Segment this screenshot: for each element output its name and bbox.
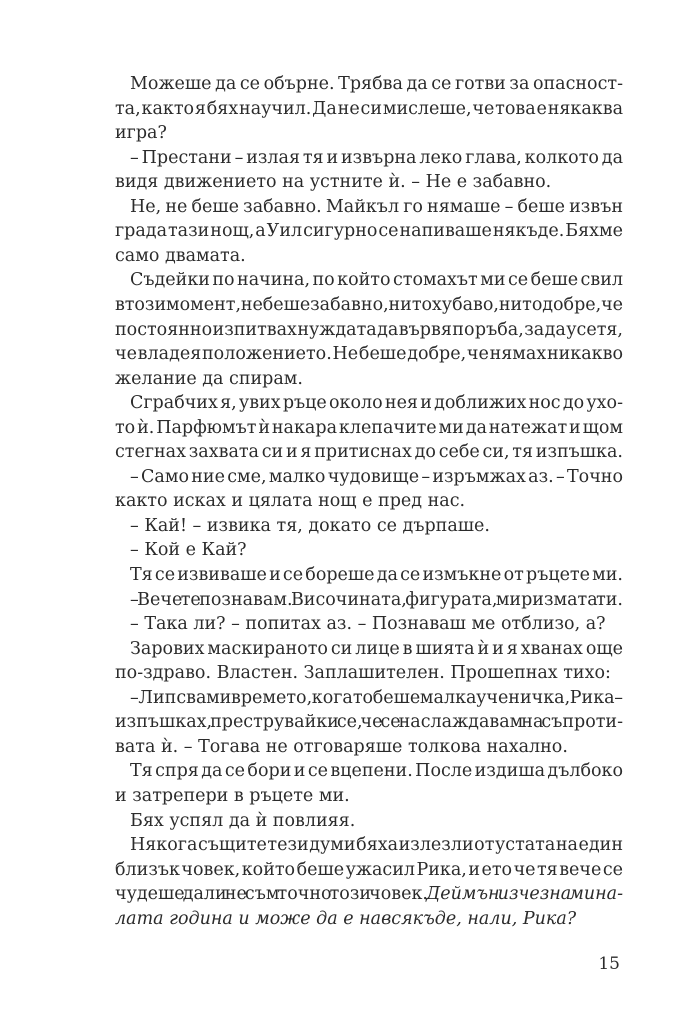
line-text: стегнах захвата си и я притиснах до себе си, тя изпъшка.: [115, 442, 623, 463]
line-text: чудеше дали не съм точно този човек.: [115, 884, 427, 905]
line-text: Съдейки по начина, по който стомахът ми се беше свил: [130, 270, 623, 291]
line-text: – Престани – излая тя и извърна леко глава, колкото да: [130, 147, 623, 168]
text-line: [115, 367, 303, 391]
line-text: изпъшках, преструвайки се, че се наслаждавам на съпроти-: [115, 712, 623, 733]
text-line: [130, 72, 623, 96]
line-text: града тази нощ, а Уил сигурно се напиваше някъде. Бяхме: [115, 221, 623, 242]
line-text: – Вече те познавам. Височината, фигурата, миризмата ти.: [130, 589, 623, 610]
line-text: Тя спря да се бори и се вцепени. После издиша дълбоко: [130, 761, 623, 782]
text-line: [130, 146, 623, 170]
line-text: Някога същите тези думи бяха излезли от устата на един: [130, 835, 623, 856]
text-line: [115, 318, 623, 342]
line-text: – Така ли? – попитах аз. – Познаваш ме отблизо, а?: [130, 614, 606, 635]
line-text: Сграбчих я, увих ръце около нея и доближих нос до ухо-: [130, 393, 623, 414]
text-line: [115, 170, 551, 194]
line-text: че владея положението. Не беше добре, че нямах никакво: [115, 344, 623, 365]
text-line: [130, 588, 623, 612]
text-line: [130, 809, 355, 833]
line-text: само двамата.: [115, 245, 246, 266]
text-line: [115, 858, 623, 882]
line-italic-text: лата година и може да е навсякъде, нали, Рика?: [115, 908, 577, 929]
line-text: видя движението на устните ѝ. – Не е забавно.: [115, 172, 552, 193]
line-text: и затрепери в ръцете ми.: [115, 785, 350, 806]
text-line: [115, 342, 623, 366]
text-line: [115, 219, 623, 243]
line-text: та, както я бях научил. Да не си мислеше, че това е някаква: [115, 98, 623, 119]
line-text: Бях успял да ѝ повлияя.: [130, 810, 356, 831]
line-text: игра?: [115, 123, 167, 144]
line-text: – Липсва ми времето, когато беше малка ученичка, Рика –: [130, 687, 623, 708]
text-line: [130, 391, 623, 415]
line-text: – Само ние сме, малко чудовище – изръмжах аз. – Точно: [130, 466, 623, 487]
text-line: [115, 97, 623, 121]
text-line: [115, 710, 623, 734]
line-text: вата ѝ. – Тогава не отговаряше толкова нахално.: [115, 736, 568, 757]
text-line: [130, 759, 623, 783]
line-text: желание да спирам.: [115, 368, 303, 389]
line-text: Можеше да се обърне. Трябва да се готви за опасност-: [130, 74, 623, 94]
text-line: [115, 489, 465, 513]
text-line: [115, 121, 167, 145]
line-text: Зарових маскираното си лице в шията ѝ и я хванах още: [130, 638, 623, 659]
text-line: [115, 293, 623, 317]
line-text: близък човек, който беше ужасил Рика, и ето че тя вече се: [115, 859, 623, 880]
line-text: – Кай! – извика тя, докато се дърпаше.: [130, 515, 490, 536]
text-line: [130, 268, 623, 292]
text-line: [130, 833, 623, 857]
line-text: Не, не беше забавно. Майкъл го нямаше – беше извън: [130, 196, 623, 217]
text-line: [115, 735, 568, 759]
text-line: [130, 563, 623, 587]
text-line: [115, 784, 350, 808]
text-line: [130, 514, 490, 538]
text-line: [115, 416, 623, 440]
line-text: Тя се извиваше и се бореше да се измъкне от ръцете ми.: [130, 565, 623, 585]
page-number: 15: [598, 954, 620, 974]
text-line: [130, 465, 623, 489]
text-line: [130, 195, 623, 219]
text-line: [130, 538, 247, 562]
line-text: постоянно изпитвах нуждата да вървя по ръба, за да усетя,: [115, 319, 623, 340]
line-text: в този момент, не беше забавно, нито хубаво, нито добре, че: [115, 294, 623, 315]
line-text: то ѝ. Парфюмът ѝ накара клепачите ми да натежат и щом: [115, 417, 623, 438]
text-line: [130, 612, 606, 636]
text-line: [115, 440, 623, 464]
line-italic-text: Деймън изчезна мина-: [426, 884, 623, 905]
text-line: [130, 686, 623, 710]
text-line: [115, 661, 611, 685]
text-line: [115, 882, 623, 906]
text-line: [115, 244, 246, 268]
text-line: [130, 637, 623, 661]
text-line: [115, 907, 576, 931]
line-text: както исках и цялата нощ е пред нас.: [115, 491, 466, 512]
line-text: по-здраво. Властен. Заплашителен. Прошепнах тихо:: [115, 663, 611, 684]
line-text: – Кой е Кай?: [130, 540, 247, 561]
